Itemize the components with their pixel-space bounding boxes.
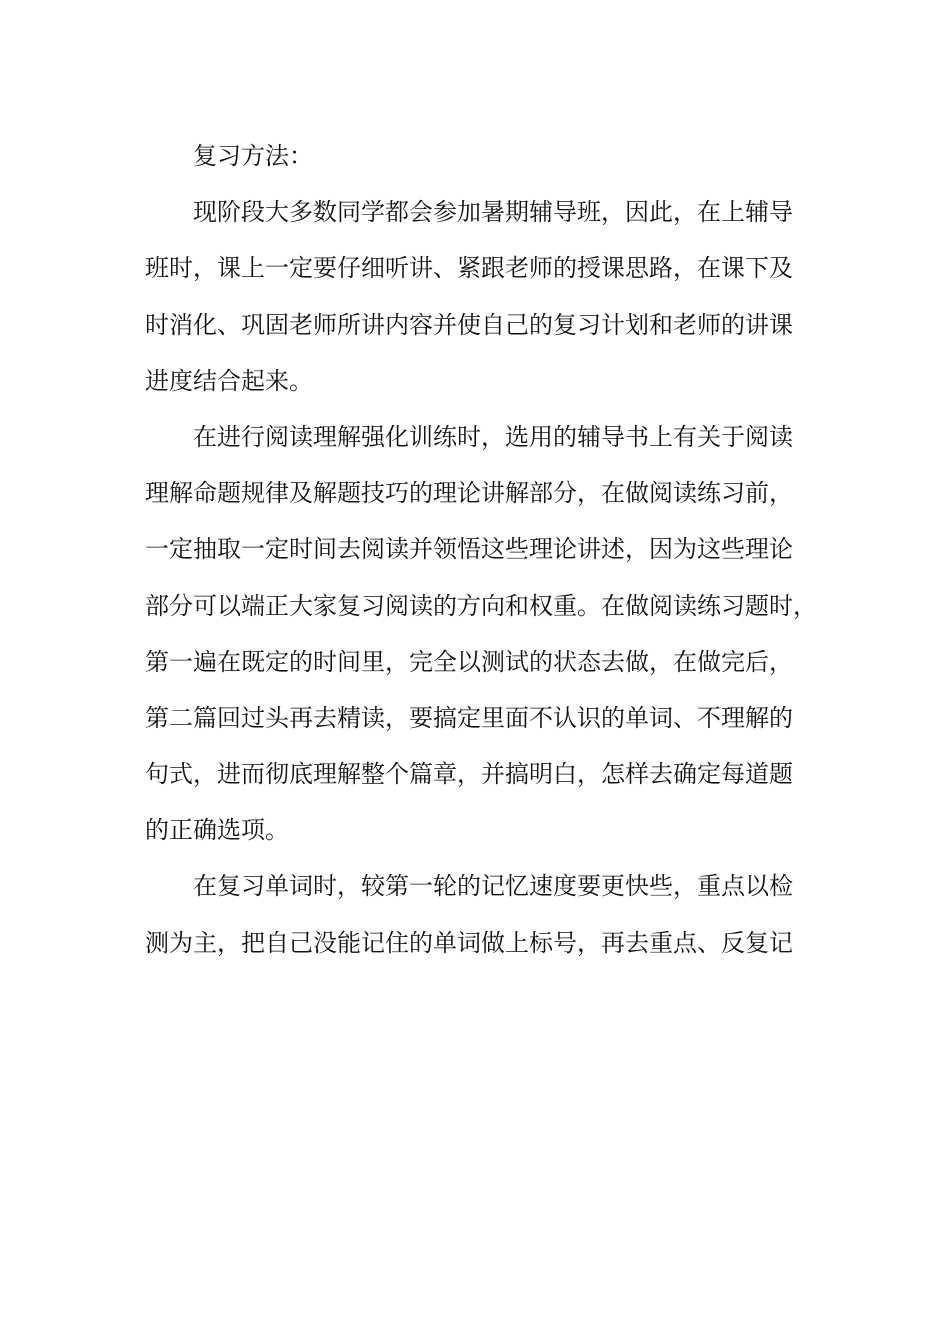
paragraph-line: 现阶段大多数同学都会参加暑期辅导班，因此，在上辅导 [193,198,793,227]
paragraph-line: 班时，课上一定要仔细听讲、紧跟老师的授课思路，在课下及 [145,254,793,283]
paragraph-line: 句式，进而彻底理解整个篇章，并搞明白，怎样去确定每道题 [145,760,793,789]
document-body [145,128,825,971]
paragraph-line: 进度结合起来。 [145,366,313,395]
paragraph-line: 时消化、巩固老师所讲内容并使自己的复习计划和老师的讲课 [145,310,793,339]
paragraph-line: 在进行阅读理解强化训练时，选用的辅导书上有关于阅读 [193,422,793,451]
paragraph-line: 测为主，把自己没能记住的单词做上标号，再去重点、反复记 [145,928,793,957]
paragraph-line: 的正确选项。 [145,816,289,845]
paragraph-line: 一定抽取一定时间去阅读并领悟这些理论讲述，因为这些理论 [145,535,793,564]
section-heading: 复习方法： [193,142,313,170]
paragraph-line: 理解命题规律及解题技巧的理论讲解部分，在做阅读练习前， [145,479,793,508]
paragraph-line: 第一遍在既定的时间里，完全以测试的状态去做，在做完后， [145,647,793,676]
paragraph-line: 在复习单词时，较第一轮的记忆速度要更快些，重点以检 [193,872,793,901]
paragraph-line: 部分可以端正大家复习阅读的方向和权重。在做阅读练习题时， [145,591,817,620]
paragraph-line: 第二篇回过头再去精读，要搞定里面不认识的单词、不理解的 [145,703,793,732]
